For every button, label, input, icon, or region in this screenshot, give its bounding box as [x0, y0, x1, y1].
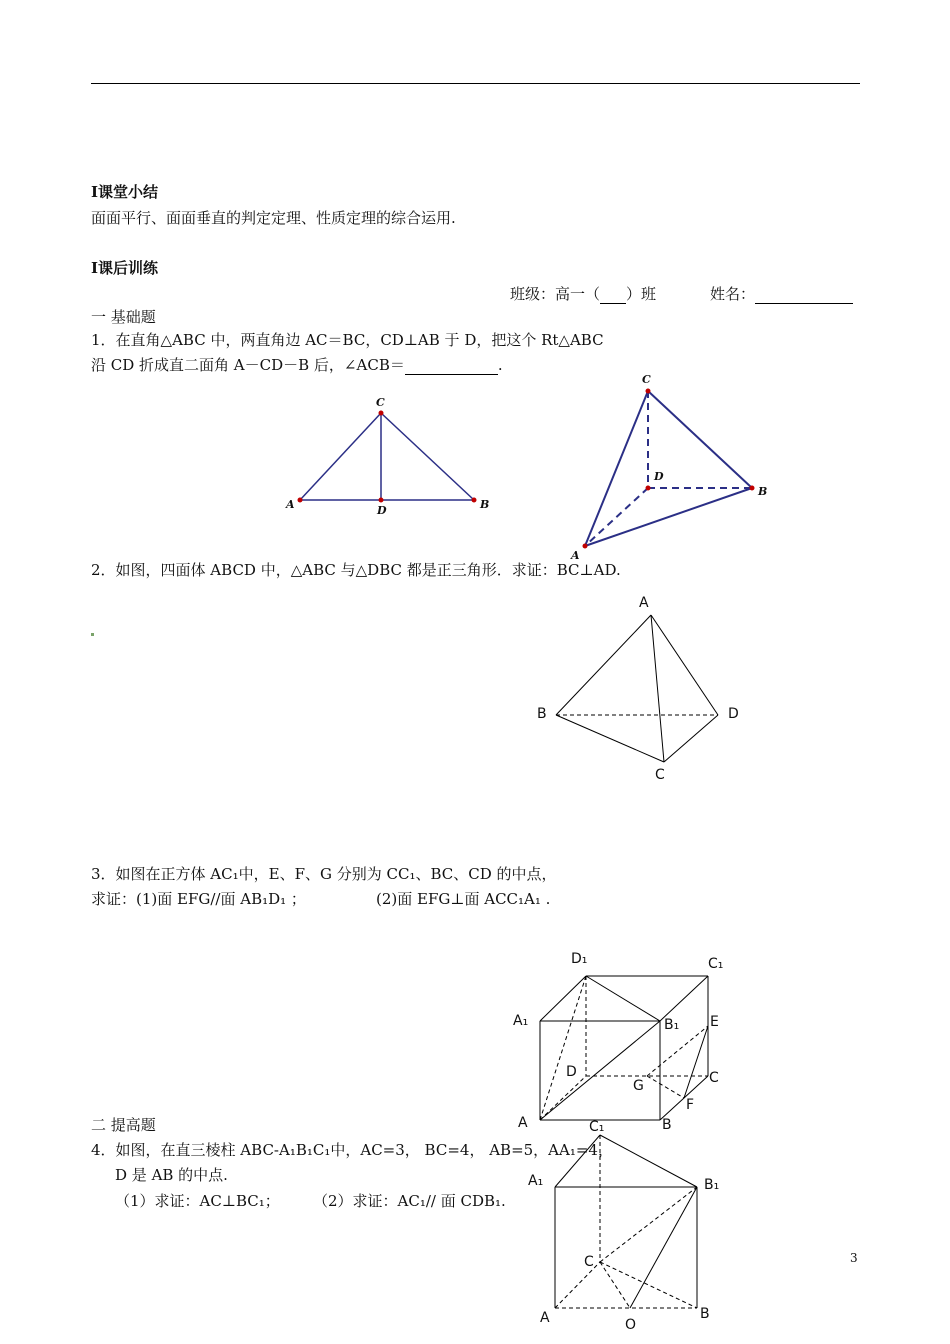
fig1r-line-CA: [585, 391, 648, 546]
bullet-mark: I: [91, 183, 99, 201]
q4-line3a: （1）求证：AC⊥BC₁；: [115, 1192, 280, 1210]
fig3-label-A: A: [518, 1115, 528, 1131]
page-number: 3: [850, 1251, 858, 1265]
fig4-label-A: A: [540, 1310, 550, 1326]
fig1-points: [298, 411, 477, 503]
figure-1-triangle: [300, 413, 474, 500]
fig3-label-D1: D₁: [571, 951, 588, 967]
fig2-line-AD: [651, 615, 718, 715]
class-suffix: ）班: [626, 285, 657, 303]
fig4-label-C: C: [584, 1254, 594, 1270]
fig1r-point-C: [646, 389, 651, 394]
fig3-label-B: B: [662, 1117, 672, 1133]
fig4-label-B: B: [700, 1306, 710, 1322]
q1-line2-text: 沿 CD 折成直二面角 A－CD－B 后，∠ACB＝: [91, 356, 405, 374]
fig2-label-A: A: [639, 595, 649, 611]
summary-text: 面面平行、面面垂直的判定定理、性质定理的综合运用.: [91, 209, 456, 227]
fig2-label-D: D: [728, 706, 739, 722]
fig4-label-C1: C₁: [589, 1119, 605, 1135]
name-label: 姓名：: [710, 285, 756, 303]
fig3-label-A1: A₁: [513, 1013, 529, 1029]
fig1r-label-B: B: [758, 485, 768, 498]
q3-line2a: 求证：(1)面 EFG//面 AB₁D₁ ；: [91, 890, 306, 908]
fig3-label-B1: B₁: [664, 1017, 680, 1033]
figure-3-hidden: [540, 976, 708, 1120]
fig1r-label-D: D: [654, 470, 664, 483]
fig4-label-B1: B₁: [704, 1177, 720, 1193]
q3-line1: 3．如图在正方体 AC₁中，E、F、G 分别为 CC₁、BC、CD 的中点，: [91, 865, 557, 883]
fig3-label-E: E: [710, 1014, 719, 1030]
section1-title: 一 基础题: [91, 308, 156, 326]
fig3-label-C1: C₁: [708, 956, 724, 972]
figure-3-cube: [540, 976, 708, 1120]
fig3-label-C: C: [709, 1070, 719, 1086]
fig4-edge-A1C1: [555, 1135, 600, 1187]
fig1r-label-C: C: [642, 373, 651, 386]
fig2-label-B: B: [537, 706, 547, 722]
section2-title: 二 提高题: [91, 1116, 156, 1134]
figure-4-hidden: [555, 1135, 697, 1308]
fig2-line-CD: [664, 715, 718, 762]
q1-end: .: [497, 356, 503, 374]
q4-line2: D 是 AB 的中点.: [115, 1166, 228, 1184]
fig4-hidden-CB: [600, 1262, 697, 1308]
fig3-line-D1B1: [586, 976, 660, 1021]
fig1r-label-A: A: [571, 549, 580, 562]
fig3-label-D: D: [566, 1064, 577, 1080]
fig1-point-A: [298, 498, 303, 503]
fig1-line-CB: [381, 413, 474, 500]
fig3-hidden-GF: [647, 1076, 684, 1098]
fig1-point-C: [379, 411, 384, 416]
fig1-point-D: [379, 498, 384, 503]
fig2-line-AB: [556, 615, 651, 715]
figure-2-tetrahedron: [556, 615, 718, 762]
fig4-hidden-CB1: [600, 1187, 697, 1262]
figure-4-prism: [555, 1135, 697, 1308]
fig2-line-BC: [556, 715, 664, 762]
figure-1-folded: [585, 391, 752, 546]
class-label: 班级：高一（: [510, 285, 601, 303]
fig2-label-C: C: [655, 767, 665, 783]
fig1-line-AC: [300, 413, 381, 500]
fig3-edge-B1C1: [660, 976, 708, 1021]
fig1-label-A: A: [286, 498, 295, 511]
fig4-label-A1: A₁: [528, 1173, 544, 1189]
stray-mark: [91, 633, 94, 636]
q1-line1: 1．在直角△ABC 中，两直角边 AC＝BC，CD⊥AB 于 D，把这个 Rt△ABC: [91, 331, 604, 349]
fig1r-point-A: [583, 544, 588, 549]
fig1r-line-AB: [585, 488, 752, 546]
fig1r-point-B: [750, 486, 755, 491]
fig4-label-O: O: [625, 1317, 637, 1333]
q4-line1: 4．如图，在直三棱柱 ABC-A₁B₁C₁中，AC=3， BC=4， AB=5，AA₁=4，: [91, 1141, 613, 1159]
q2-text: 2．如图，四面体 ABCD 中，△ABC 与△DBC 都是正三角形．求证：BC⊥AD.: [91, 561, 621, 579]
fig1r-point-D: [646, 486, 651, 491]
fig3-line-AB1: [540, 1021, 660, 1120]
fig1-label-B: B: [480, 498, 490, 511]
fig1-point-B: [472, 498, 477, 503]
fig4-line-OB1: [630, 1187, 697, 1308]
training-title: 课后训练: [98, 259, 159, 277]
fig4-edge-C1B1: [600, 1135, 697, 1187]
q4-line3b: （2）求证：AC₁// 面 CDB₁.: [313, 1192, 506, 1210]
fig2-line-AC: [651, 615, 664, 762]
summary-title: 课堂小结: [98, 183, 159, 201]
fig3-label-G: G: [633, 1078, 644, 1094]
fig1r-line-CB: [648, 391, 752, 488]
bullet-mark: I: [91, 259, 99, 277]
q3-line2b: (2)面 EFG⊥面 ACC₁A₁ .: [376, 890, 551, 908]
fig1-label-D: D: [377, 504, 387, 517]
fig3-label-F: F: [686, 1097, 695, 1113]
fig1r-line-DA: [585, 488, 648, 546]
fig1-label-C: C: [376, 396, 385, 409]
fig3-hidden-GE: [647, 1026, 708, 1076]
